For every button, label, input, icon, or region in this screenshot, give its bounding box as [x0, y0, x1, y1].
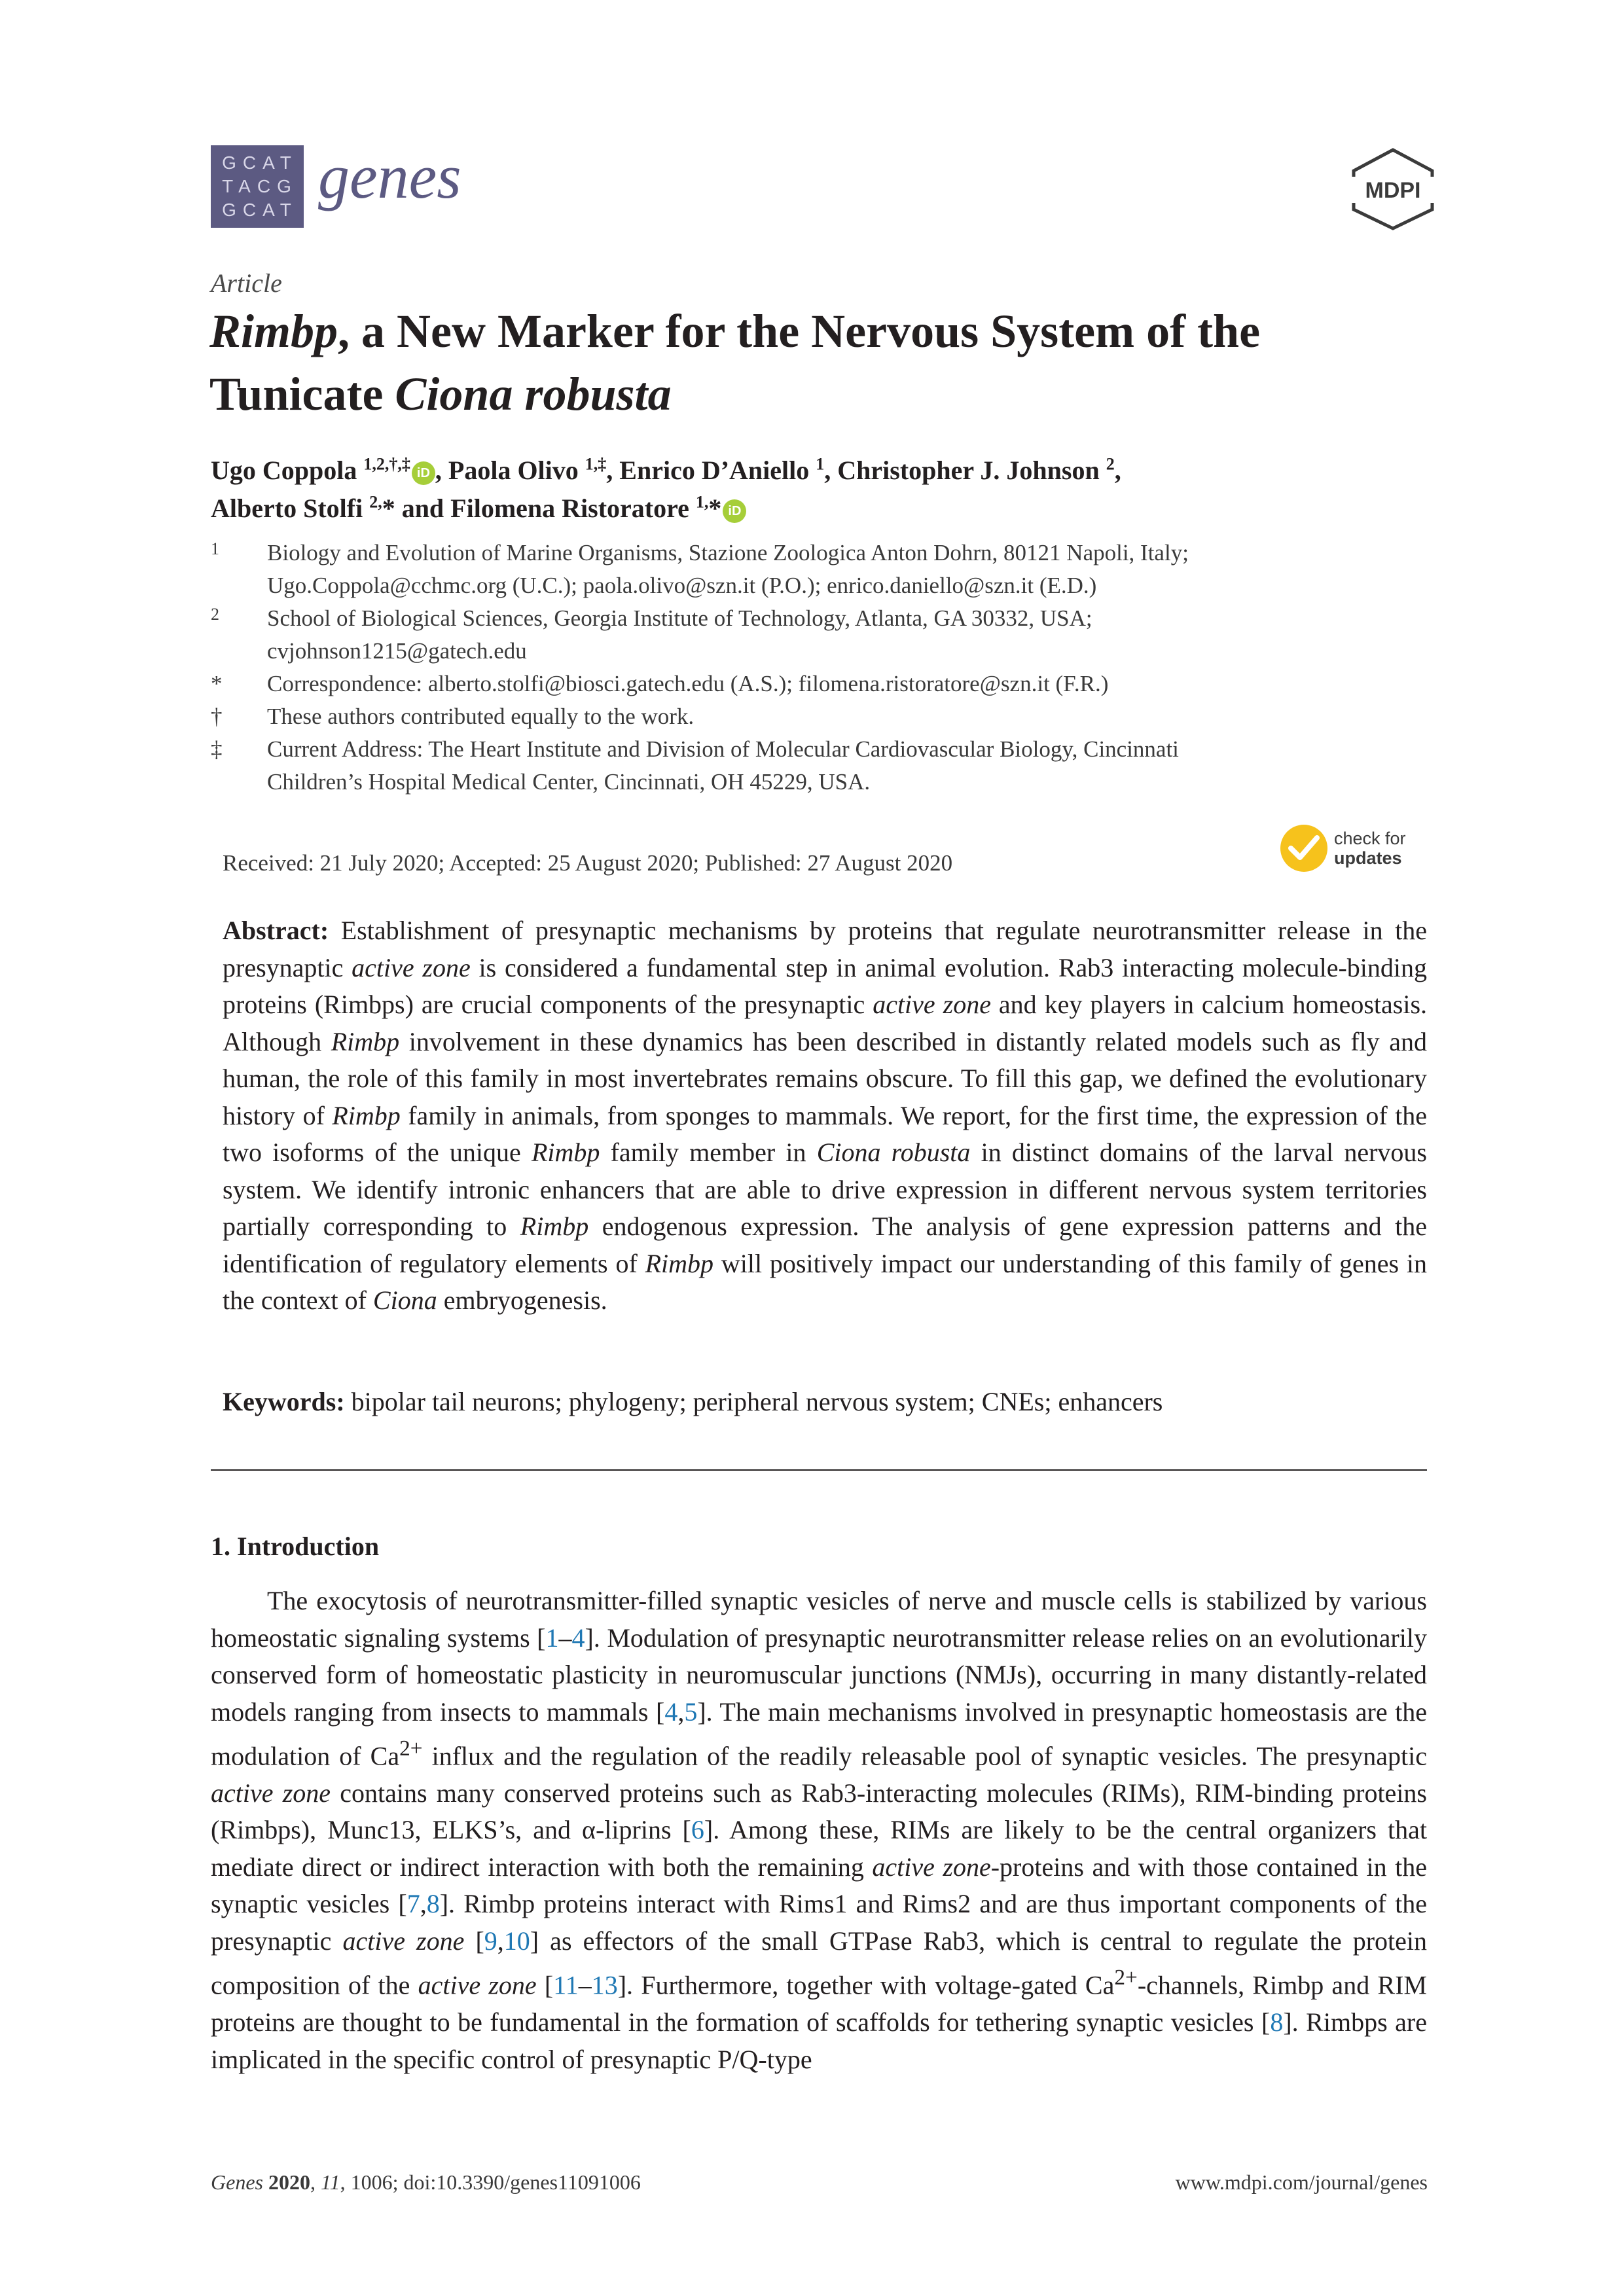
corresponding-mark: * — [708, 493, 722, 523]
superscript: 2+ — [1114, 1965, 1138, 1990]
mdpi-logo — [1350, 148, 1436, 230]
citation-link[interactable]: 6 — [691, 1815, 704, 1845]
body-text: ]. The main mechanisms involved in presynaptic homeostasis are the modulation of Ca — [211, 1696, 1427, 1771]
title-gene-name: Rimbp — [209, 305, 338, 357]
abstract-text: in distinct domains of the larval nervous system. We identify intronic enhancers that are able to drive expression in different nervous system territories partially corresponding to — [223, 1138, 1427, 1241]
abstract-term: Rimbp — [332, 1100, 401, 1130]
current-address-note — [211, 733, 1428, 798]
citation-link[interactable]: 8 — [1270, 2007, 1284, 2037]
footer-text: , — [310, 2170, 321, 2194]
equal-contribution-note — [211, 700, 1428, 733]
author-name[interactable]: , Enrico D’Aniello — [606, 456, 810, 485]
author-separator: , — [1114, 456, 1121, 485]
keywords-text: bipolar tail neurons; phylogeny; peripheral nervous system; CNEs; enhancers — [344, 1387, 1163, 1416]
orcid-icon[interactable]: iD — [412, 461, 435, 485]
citation-link[interactable]: 11 — [553, 1970, 579, 2000]
body-text: ]. Rimbps are implicated in the specific control of presynaptic P/Q-type — [211, 2007, 1427, 2074]
body-text: , — [420, 1889, 427, 1919]
check-updates-line-2: updates — [1334, 848, 1402, 868]
abstract-text: is considered a fundamental step in animal evolution. Rab3 interacting molecule-binding proteins (Rimbps) are crucial components of the presynaptic — [223, 952, 1428, 1019]
author-affiliation: 1,‡ — [585, 454, 607, 474]
title-species: Ciona robusta — [395, 368, 672, 420]
publication-dates: Received: 21 July 2020; Accepted: 25 August 2020; Published: 27 August 2020 — [223, 850, 953, 876]
section-divider — [211, 1469, 1427, 1471]
affiliation-line: Biology and Evolution of Marine Organisms, Stazione Zoologica Anton Dohrn, 80121 Napoli, Italy; — [267, 540, 1189, 565]
body-text: ] as effectors of the small GTPase Rab3, which is central to regulate the protein composition of the — [211, 1926, 1428, 2000]
author-affiliation: 1,2,†,‡ — [363, 454, 410, 474]
body-text: , — [497, 1926, 504, 1956]
journal-logo-mark — [211, 145, 304, 228]
correspondence-item — [211, 668, 1428, 700]
affiliation-mark: ‡ — [211, 736, 223, 762]
affiliation-item — [211, 537, 1428, 602]
body-text: contains many conserved proteins such as Rab3-interacting molecules (RIMs), RIM-binding proteins (Rimbps), Munc13, ELKS’s, and α-liprins [ — [211, 1778, 1427, 1845]
corresponding-mark: * — [382, 493, 395, 523]
citation-link[interactable]: 4 — [571, 1623, 585, 1653]
abstract-text: endogenous expression. The analysis of gene expression patterns and the identification of regulatory elements of — [223, 1211, 1427, 1278]
citation-link[interactable]: 9 — [484, 1926, 497, 1956]
citation-link[interactable]: 1 — [545, 1623, 559, 1653]
citation-link[interactable]: 4 — [664, 1696, 678, 1727]
abstract — [223, 912, 1427, 1319]
author-list — [211, 452, 1454, 528]
footer-journal: Genes — [211, 2170, 263, 2194]
note-line: Current Address: The Heart Institute and Division of Molecular Cardiovascular Biology, Cincinnati — [267, 736, 1179, 762]
affiliation-emails[interactable]: cvjohnson1215@gatech.edu — [267, 638, 527, 664]
abstract-text: will positively impact our understanding of this family of genes in the context of — [223, 1248, 1428, 1315]
affiliation-list — [211, 537, 1428, 798]
body-text: , — [677, 1696, 685, 1727]
affiliation-line: School of Biological Sciences, Georgia Institute of Technology, Atlanta, GA 30332, USA; — [267, 605, 1092, 631]
logo-line-2: TACG — [222, 176, 298, 196]
abstract-term: Rimbp — [520, 1211, 589, 1241]
author-affiliation: 2, — [369, 492, 382, 512]
superscript: 2+ — [399, 1736, 423, 1761]
abstract-text: Establishment of presynaptic mechanisms by proteins that regulate neurotransmitter release in the presynaptic — [223, 916, 1427, 982]
logo-line-1: GCAT — [222, 152, 298, 173]
affiliation-number: 1 — [211, 539, 219, 558]
body-text: ]. Rimbp proteins interact with Rims1 and Rims2 and are thus important components of the presynaptic — [211, 1889, 1427, 1956]
abstract-text: and key players in calcium homeostasis. Although — [223, 990, 1428, 1056]
abstract-term: Ciona robusta — [816, 1138, 971, 1167]
abstract-term: Rimbp — [531, 1138, 600, 1167]
affiliation-item — [211, 602, 1428, 668]
author-name[interactable]: and Filomena Ristoratore — [395, 493, 689, 523]
body-term: active zone — [211, 1778, 331, 1808]
author-name[interactable]: , Christopher J. Johnson — [824, 456, 1100, 485]
citation-link[interactable]: 13 — [591, 1970, 618, 2000]
title-text-2: Tunicate — [209, 368, 395, 420]
author-affiliation: 1 — [816, 454, 825, 474]
body-text: – — [578, 1970, 592, 2000]
abstract-term: Ciona — [372, 1285, 437, 1315]
section-heading: 1. Introduction — [211, 1532, 380, 1561]
footer-volume: 11 — [320, 2170, 340, 2194]
body-text: – — [558, 1623, 572, 1653]
footer-doi[interactable]: , 1006; doi:10.3390/genes11091006 — [340, 2170, 641, 2194]
body-term: active zone — [872, 1852, 991, 1882]
author-affiliation: 1, — [695, 492, 709, 512]
journal-url-link[interactable]: www.mdpi.com/journal/genes — [1175, 2170, 1428, 2194]
body-text: ]. Among these, RIMs are likely to be the central organizers that mediate direct or indirect interaction with both the remaining — [211, 1815, 1427, 1882]
note-line: Children’s Hospital Medical Center, Cincinnati, OH 45229, USA. — [267, 769, 871, 795]
body-text: [ — [536, 1970, 554, 2000]
abstract-label: Abstract: — [223, 916, 329, 945]
abstract-term: Rimbp — [331, 1026, 400, 1056]
author-name[interactable]: , Paola Olivo — [435, 456, 579, 485]
body-text: The exocytosis of neurotransmitter-filled synaptic vesicles of nerve and muscle cells is stabilized by various homeostatic signaling systems [ — [211, 1586, 1427, 1653]
keywords-label: Keywords: — [223, 1387, 345, 1416]
author-name[interactable]: Alberto Stolfi — [211, 493, 363, 523]
title-text-1: , a New Marker for the Nervous System of the — [338, 305, 1261, 357]
body-term: active zone — [342, 1926, 465, 1956]
mdpi-logo-text: MDPI — [1365, 178, 1421, 203]
journal-name: genes — [318, 141, 461, 211]
body-text: -channels, Rimbp and RIM proteins are thought to be fundamental in the formation of scaffolds for tethering synaptic vesicles [ — [211, 1970, 1427, 2037]
affiliation-mark: * — [211, 671, 223, 696]
affiliation-number: 2 — [211, 605, 219, 624]
abstract-term: active zone — [873, 990, 991, 1019]
abstract-term: active zone — [352, 952, 471, 982]
abstract-text: family in animals, from sponges to mammals. We report, for the first time, the expression of the two isoforms of the unique — [223, 1100, 1427, 1167]
affiliation-emails[interactable]: Ugo.Coppola@cchmc.org (U.C.); paola.olivo@szn.it (P.O.); enrico.daniello@szn.it (E.D.) — [267, 573, 1097, 598]
note-line: These authors contributed equally to the work. — [267, 704, 695, 729]
abstract-text: family member in — [600, 1138, 817, 1167]
citation-link[interactable]: 5 — [684, 1696, 698, 1727]
author-name[interactable]: Ugo Coppola — [211, 456, 357, 485]
checkmark-icon — [1280, 825, 1327, 872]
body-paragraph — [211, 1583, 1427, 2078]
citation-link[interactable]: 7 — [406, 1889, 420, 1919]
body-text: -proteins and with those contained in the synaptic vesicles [ — [211, 1852, 1427, 1919]
body-term: active zone — [418, 1970, 537, 2000]
keywords — [223, 1384, 1427, 1420]
logo-line-3: GCAT — [222, 200, 298, 220]
orcid-icon[interactable]: iD — [723, 499, 746, 523]
author-affiliation: 2 — [1106, 454, 1115, 474]
article-type: Article — [211, 268, 282, 298]
abstract-term: Rimbp — [645, 1248, 714, 1278]
citation-link[interactable]: 10 — [503, 1926, 530, 1956]
affiliation-mark: † — [211, 704, 223, 729]
abstract-text: embryogenesis. — [437, 1285, 607, 1315]
citation-link[interactable]: 8 — [426, 1889, 440, 1919]
correspondence-line[interactable]: Correspondence: alberto.stolfi@biosci.gatech.edu (A.S.); filomena.ristoratore@szn.it (F.R.) — [267, 671, 1109, 696]
body-text: ]. Modulation of presynaptic neurotransmitter release relies on an evolutionarily conserved form of homeostatic plasticity in neuromuscular junctions (NMJs), occurring in many distantly-related models ranging from insects to mammals [ — [211, 1623, 1427, 1727]
abstract-text: involvement in these dynamics has been described in distantly related models such as fly and human, the role of this family in most invertebrates remains obscure. To fill this gap, we defined the evolutionary history of — [223, 1026, 1427, 1130]
article-title — [209, 300, 1440, 425]
body-text: influx and the regulation of the readily releasable pool of synaptic vesicles. The presynaptic — [422, 1741, 1427, 1771]
check-updates-line-1: check for — [1334, 829, 1406, 848]
footer-year: 2020 — [262, 2170, 310, 2194]
citation-footer — [211, 2168, 641, 2197]
body-text: [ — [464, 1926, 484, 1956]
check-for-updates-button[interactable] — [1280, 822, 1424, 874]
body-text: ]. Furthermore, together with voltage-gated Ca — [617, 1970, 1115, 2000]
